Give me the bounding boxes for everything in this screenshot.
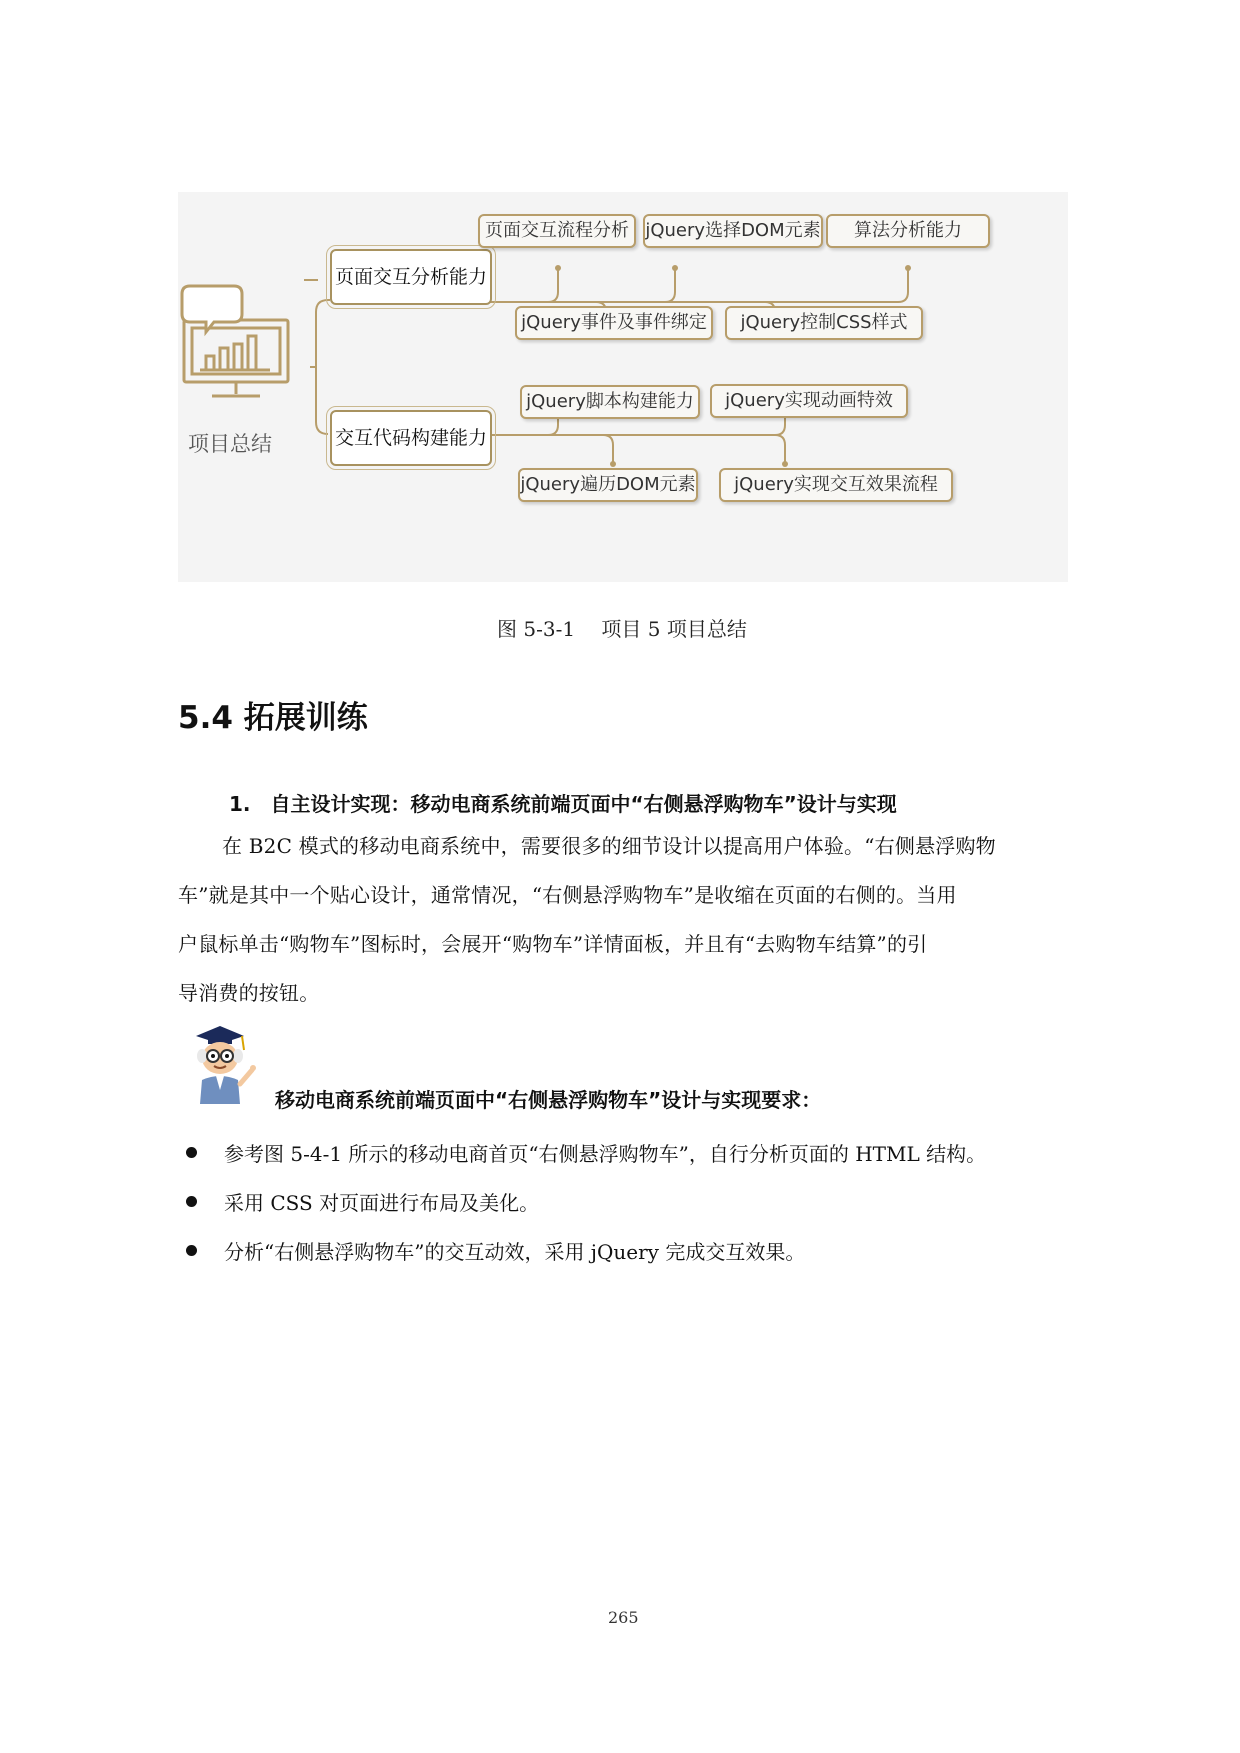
bullet-dot	[186, 1245, 197, 1256]
paragraph-line: 导消费的按钮。	[178, 981, 320, 1005]
paragraph-line: 车”就是其中一个贴心设计，通常情况，“右侧悬浮购物车”是收缩在页面的右侧的。当用	[178, 883, 957, 907]
node-jquery-script-building: jQuery脚本构建能力	[520, 385, 700, 419]
intro-paragraph	[178, 822, 1078, 1018]
root-label: 项目总结	[188, 432, 272, 456]
branch-interaction-code-building: 交互代码构建能力	[330, 410, 492, 466]
subsection-heading: 1. 自主设计实现：移动电商系统前端页面中“右侧悬浮购物车”设计与实现	[229, 792, 897, 816]
list-item-text: 采用 CSS 对页面进行布局及美化。	[224, 1191, 540, 1215]
node-jquery-select-dom: jQuery选择DOM元素	[643, 214, 823, 248]
mind-map-figure	[178, 192, 1068, 582]
section-heading: 5.4 拓展训练	[178, 700, 368, 736]
figure-caption: 图 5-3-1 项目 5 项目总结	[497, 617, 747, 641]
paragraph-line: 在 B2C 模式的移动电商系统中，需要很多的细节设计以提高用户体验。“右侧悬浮购物	[222, 834, 996, 858]
connector-b1-t3	[675, 269, 908, 302]
bullet-dot	[186, 1147, 197, 1158]
list-item-text: 分析“右侧悬浮购物车”的交互动效，采用 jQuery 完成交互效果。	[224, 1240, 806, 1264]
monitor-chart-icon	[180, 280, 292, 406]
node-jquery-animation: jQuery实现动画特效	[710, 384, 908, 418]
list-item-text: 参考图 5-4-1 所示的移动电商首页“右侧悬浮购物车”，自行分析页面的 HTML 结构。	[224, 1142, 987, 1166]
page-number: 265	[608, 1608, 639, 1627]
bullet-dot	[186, 1196, 197, 1207]
branch-page-interaction-analysis: 页面交互分析能力	[330, 249, 492, 305]
node-jquery-css: jQuery控制CSS样式	[725, 306, 923, 340]
requirements-title: 移动电商系统前端页面中“右侧悬浮购物车”设计与实现要求：	[275, 1088, 822, 1112]
list-item	[178, 1177, 1078, 1226]
paragraph-line: 户鼠标单击“购物车”图标时，会展开“购物车”详情面板，并且有“去购物车结算”的引	[178, 932, 928, 956]
connector-b1-t2	[558, 269, 675, 302]
connector-b1-t1	[489, 269, 558, 302]
node-jquery-interaction-flow: jQuery实现交互效果流程	[719, 468, 953, 502]
professor-mascot-icon	[182, 1024, 268, 1104]
connector-b2-b1	[489, 435, 613, 464]
list-item	[178, 1226, 1078, 1275]
node-jquery-traverse-dom: jQuery遍历DOM元素	[518, 468, 698, 502]
root-bracket	[316, 300, 328, 434]
node-page-interaction-flow: 页面交互流程分析	[478, 214, 636, 248]
requirements-list	[178, 1128, 1078, 1275]
list-item	[178, 1128, 1078, 1177]
node-jquery-events: jQuery事件及事件绑定	[515, 306, 713, 340]
connector-b2-b2	[613, 435, 785, 464]
node-algorithm-analysis: 算法分析能力	[826, 214, 990, 248]
